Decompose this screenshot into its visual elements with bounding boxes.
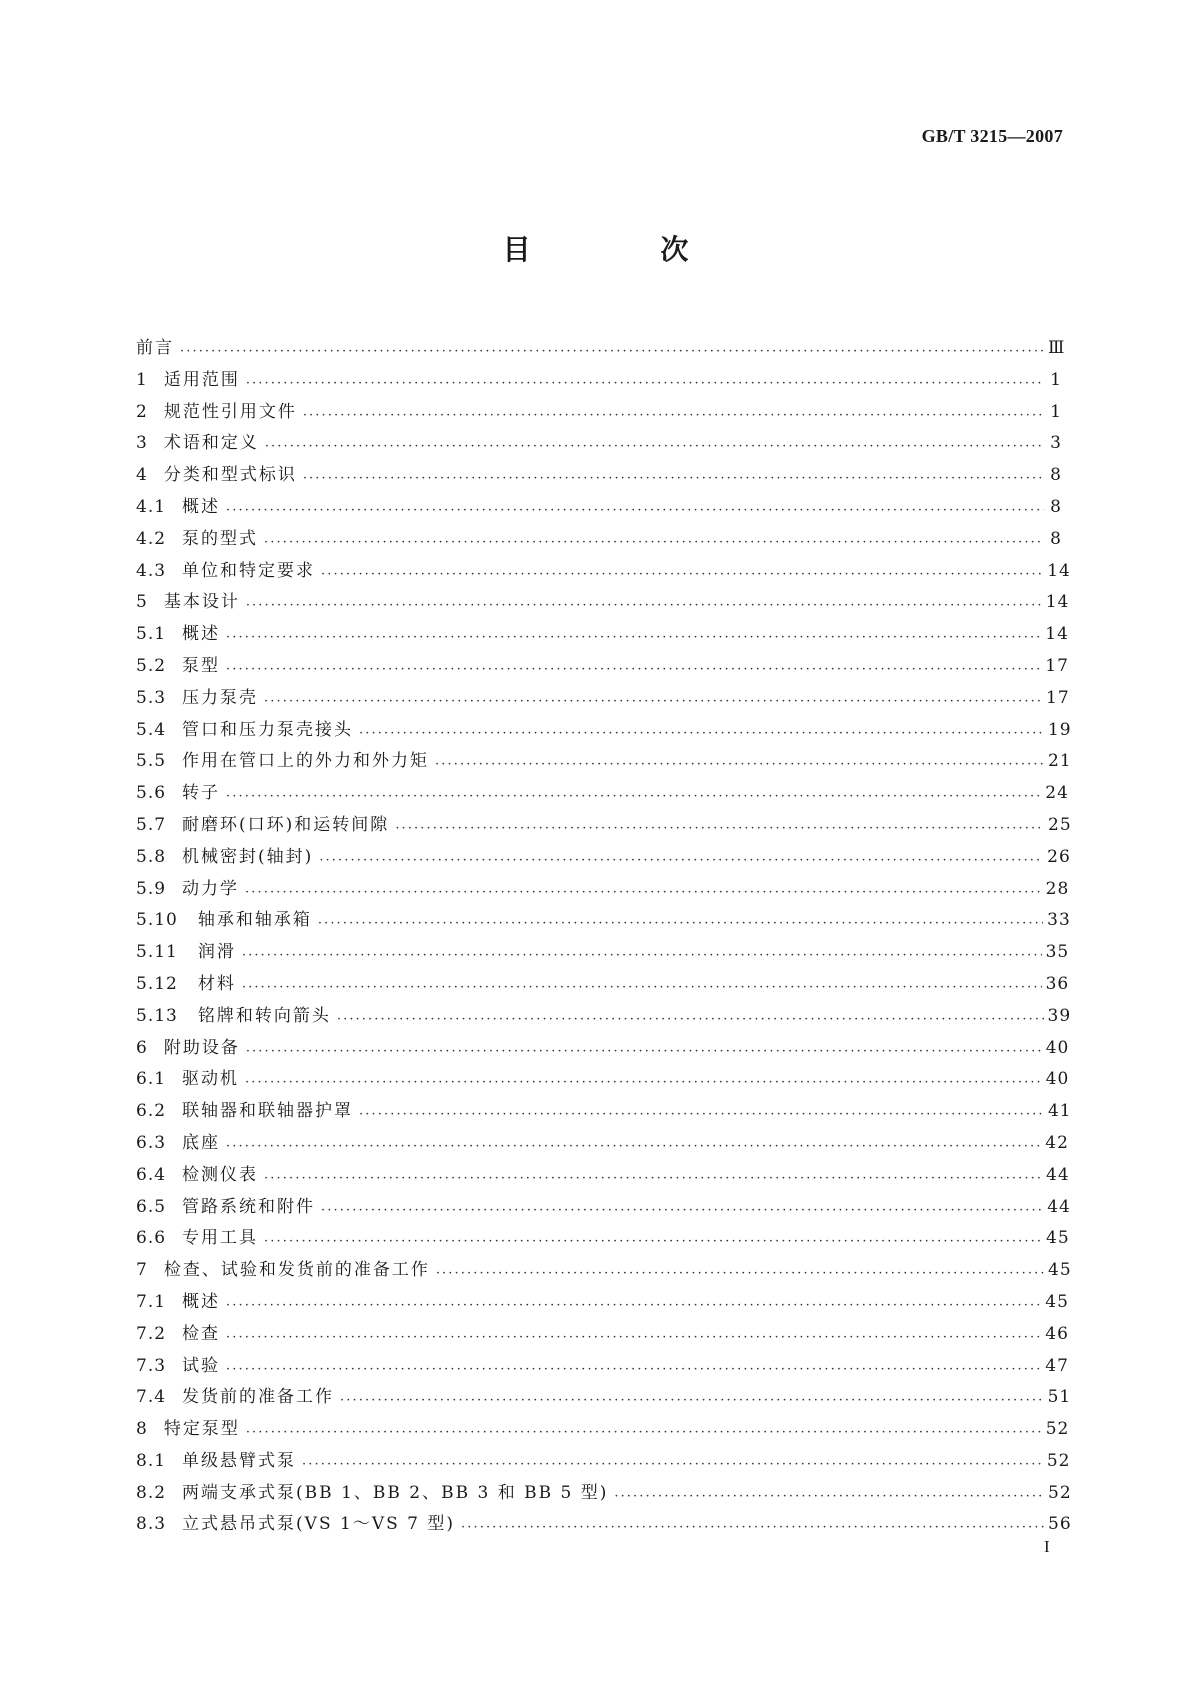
toc-entry-5-6[interactable] — [136, 778, 1069, 810]
toc-leader-dots — [264, 690, 1042, 710]
toc-entry-label: 单位和特定要求 — [182, 560, 316, 581]
toc-entry-number: 7.2 — [136, 1323, 167, 1344]
toc-entry-5-8[interactable] — [136, 842, 1071, 874]
toc-entry-label: 术语和定义 — [163, 433, 259, 454]
toc-entry-label: 单级悬臂式泵 — [182, 1450, 297, 1471]
toc-entry-8-3[interactable] — [136, 1509, 1072, 1541]
toc-entry-label: 铭牌和转向箭头 — [197, 1005, 331, 1026]
toc-entry-number: 5.7 — [136, 814, 167, 835]
toc-entry-label: 概述 — [182, 496, 221, 517]
toc-leader-dots — [340, 1389, 1044, 1409]
toc-entry-label: 机械密封(轴封) — [182, 846, 314, 867]
toc-entry-page: 52 — [1046, 1450, 1071, 1471]
toc-leader-dots — [264, 531, 1044, 551]
toc-entry-5-5[interactable] — [136, 746, 1072, 778]
toc-entry-5-1[interactable] — [136, 619, 1069, 651]
toc-entry-label: 适用范围 — [163, 369, 240, 390]
toc-entry-label: 检测仪表 — [182, 1164, 259, 1185]
toc-entry-number: 5 — [136, 592, 148, 613]
toc-entry-page: 1 — [1050, 401, 1062, 422]
toc-entry-label: 管路系统和附件 — [182, 1196, 316, 1217]
toc-entry-7[interactable] — [136, 1255, 1072, 1287]
toc-entry-label: 驱动机 — [182, 1069, 240, 1090]
toc-leader-dots — [246, 1040, 1042, 1060]
toc-entry-page: 8 — [1050, 465, 1062, 486]
toc-entry-2[interactable] — [136, 397, 1062, 429]
toc-leader-dots — [246, 1421, 1042, 1441]
toc-entry-label: 基本设计 — [163, 592, 240, 613]
toc-entry-label: 压力泵壳 — [182, 687, 259, 708]
toc-entry-label: 底座 — [182, 1132, 221, 1153]
toc-entry-label: 特定泵型 — [163, 1419, 240, 1440]
toc-entry-number: 6 — [136, 1037, 148, 1058]
toc-entry-label: 立式悬吊式泵(VS 1～VS 7 型) — [182, 1514, 456, 1535]
toc-entry-label: 试验 — [182, 1355, 221, 1376]
toc-entry-page: 17 — [1045, 655, 1069, 676]
toc-entry-number: 7.4 — [136, 1387, 167, 1408]
toc-entry-number: 8.3 — [136, 1514, 167, 1535]
toc-leader-dots — [461, 1516, 1044, 1536]
toc-entry-number: 7.3 — [136, 1355, 167, 1376]
toc-entry-page: 52 — [1045, 1419, 1070, 1440]
toc-entry-number: 5.6 — [136, 783, 167, 804]
toc-entry-label: 检查 — [182, 1323, 221, 1344]
toc-leader-dots — [303, 404, 1044, 424]
toc-entry-page: 35 — [1045, 942, 1070, 963]
toc-entry-page: 42 — [1045, 1132, 1069, 1153]
toc-entry-number: 5.1 — [136, 624, 167, 645]
toc-entry-number: 2 — [136, 401, 148, 422]
toc-entry-number: 8.1 — [136, 1450, 167, 1471]
toc-entry-page: 8 — [1050, 496, 1062, 517]
toc-entry-page: 45 — [1048, 1260, 1072, 1281]
toc-leader-dots — [359, 1103, 1044, 1123]
toc-entry-6[interactable] — [136, 1033, 1070, 1065]
toc-entry-page: Ⅲ — [1048, 338, 1066, 358]
toc-entry-6-6[interactable] — [136, 1223, 1070, 1255]
toc-leader-dots — [226, 1326, 1041, 1346]
toc-leader-dots — [180, 340, 1044, 360]
toc-entry-page: 8 — [1050, 528, 1062, 549]
toc-entry-page: 51 — [1047, 1387, 1072, 1408]
toc-entry-number: 7 — [136, 1260, 148, 1281]
toc-leader-dots — [359, 722, 1044, 742]
toc-entry-5[interactable] — [136, 587, 1070, 619]
toc-entry-number: 5.2 — [136, 655, 167, 676]
toc-entry-label: 作用在管口上的外力和外力矩 — [182, 751, 430, 772]
toc-leader-dots — [226, 658, 1041, 678]
toc-entry-6-5[interactable] — [136, 1192, 1071, 1224]
toc-entry-label: 润滑 — [197, 942, 236, 963]
toc-leader-dots — [245, 881, 1042, 901]
toc-entry-number: 6.3 — [136, 1132, 167, 1153]
toc-entry-page: 24 — [1045, 783, 1069, 804]
toc-entry-number: 3 — [136, 433, 148, 454]
toc-entry-page: 14 — [1047, 560, 1071, 581]
toc-entry-5-11[interactable] — [136, 937, 1070, 969]
toc-entry-page: 17 — [1046, 687, 1070, 708]
toc-entry-5-3[interactable] — [136, 683, 1070, 715]
toc-leader-dots — [614, 1485, 1044, 1505]
standard-number: GB/T 3215—2007 — [921, 126, 1063, 146]
toc-entry-number: 5.10 — [136, 910, 178, 931]
toc-entry-6-3[interactable] — [136, 1128, 1069, 1160]
toc-entry-label: 管口和压力泵壳接头 — [182, 719, 354, 740]
toc-entry-4[interactable] — [136, 460, 1062, 492]
toc-entry-5-4[interactable] — [136, 715, 1072, 747]
toc-entry-page: 40 — [1045, 1037, 1070, 1058]
toc-entry-label: 耐磨环(口环)和运转间隙 — [182, 814, 390, 835]
toc-entry-page: 25 — [1048, 814, 1072, 835]
toc-leader-dots — [318, 912, 1043, 932]
toc-entry-page: 46 — [1045, 1323, 1069, 1344]
toc-leader-dots — [226, 1135, 1041, 1155]
toc-entry-label: 专用工具 — [182, 1228, 259, 1249]
toc-entry-label: 动力学 — [182, 878, 240, 899]
toc-leader-dots — [246, 594, 1042, 614]
toc-entry-label: 检查、试验和发货前的准备工作 — [163, 1260, 430, 1281]
toc-entry-number: 5.4 — [136, 719, 167, 740]
toc-entry-number: 5.3 — [136, 687, 167, 708]
toc-entry-page: 39 — [1047, 1005, 1072, 1026]
toc-entry-page: 44 — [1046, 1164, 1070, 1185]
toc-entry-label: 泵型 — [182, 655, 221, 676]
toc-entry-page: 52 — [1048, 1482, 1072, 1503]
toc-entry-number: 6.6 — [136, 1228, 167, 1249]
toc-entry-label: 轴承和轴承箱 — [197, 910, 312, 931]
toc-entry-8[interactable] — [136, 1414, 1070, 1446]
toc-leader-dots — [242, 976, 1042, 996]
toc-leader-dots — [321, 563, 1043, 583]
toc-entry-7-1[interactable] — [136, 1287, 1069, 1319]
toc-entry-page: 28 — [1045, 878, 1070, 899]
toc-entry-8-2[interactable] — [136, 1478, 1072, 1510]
toc-entry-label: 概述 — [182, 1291, 221, 1312]
toc-leader-dots — [436, 1262, 1044, 1282]
toc-entry-3[interactable] — [136, 428, 1062, 460]
toc-entry-number: 8 — [136, 1419, 148, 1440]
toc-entry-6-4[interactable] — [136, 1160, 1070, 1192]
toc-entry-4-3[interactable] — [136, 556, 1071, 588]
toc-leader-dots — [226, 626, 1041, 646]
toc-entry-page: 45 — [1045, 1291, 1069, 1312]
toc-entry-5-13[interactable] — [136, 1001, 1072, 1033]
toc-entry-page: 14 — [1045, 592, 1070, 613]
toc-leader-dots — [321, 1199, 1043, 1219]
toc-entry-page: 33 — [1047, 910, 1071, 931]
toc-entry-5-2[interactable] — [136, 651, 1069, 683]
table-of-contents — [136, 333, 1072, 1541]
toc-leader-dots — [303, 467, 1044, 487]
toc-entry-label: 前言 — [136, 338, 174, 358]
toc-entry-number: 8.2 — [136, 1482, 167, 1503]
toc-entry-page: 21 — [1048, 751, 1072, 772]
toc-leader-dots — [226, 499, 1044, 519]
toc-leader-dots — [435, 753, 1044, 773]
toc-entry-number: 4 — [136, 465, 148, 486]
toc-entry-label: 泵的型式 — [182, 528, 259, 549]
toc-entry-page: 1 — [1050, 369, 1062, 390]
toc-entry-number: 5.13 — [136, 1005, 178, 1026]
toc-leader-dots — [265, 435, 1044, 455]
toc-leader-dots — [302, 1453, 1043, 1473]
toc-entry-number: 4.3 — [136, 560, 167, 581]
toc-entry-label: 规范性引用文件 — [163, 401, 297, 422]
toc-entry-label: 两端支承式泵(BB 1、BB 2、BB 3 和 BB 5 型) — [182, 1482, 609, 1503]
toc-entry-page: 3 — [1050, 433, 1062, 454]
toc-leader-dots — [319, 849, 1043, 869]
page-number: I — [1044, 1537, 1050, 1556]
toc-leader-dots — [226, 1294, 1041, 1314]
toc-leader-dots — [337, 1008, 1044, 1028]
toc-entry-number: 6.4 — [136, 1164, 167, 1185]
toc-entry-label: 附助设备 — [163, 1037, 240, 1058]
toc-entry-page: 44 — [1047, 1196, 1071, 1217]
toc-leader-dots — [395, 817, 1044, 837]
toc-leader-dots — [264, 1167, 1042, 1187]
toc-leader-dots — [226, 785, 1041, 805]
toc-entry-4-2[interactable] — [136, 524, 1062, 556]
toc-entry-number: 4.1 — [136, 496, 167, 517]
toc-entry-5-7[interactable] — [136, 810, 1072, 842]
toc-entry-page: 40 — [1045, 1069, 1070, 1090]
toc-entry-page: 56 — [1048, 1514, 1072, 1535]
toc-entry-page: 26 — [1047, 846, 1071, 867]
toc-entry-1[interactable] — [136, 365, 1062, 397]
toc-entry-7-3[interactable] — [136, 1351, 1069, 1383]
toc-entry-number: 6.5 — [136, 1196, 167, 1217]
toc-entry-number: 5.8 — [136, 846, 167, 867]
toc-entry-label: 转子 — [182, 783, 221, 804]
toc-entry-number: 7.1 — [136, 1291, 167, 1312]
toc-entry-6-1[interactable] — [136, 1064, 1070, 1096]
toc-entry-preface[interactable] — [136, 333, 1066, 365]
toc-entry-page: 47 — [1045, 1355, 1069, 1376]
toc-leader-dots — [242, 944, 1042, 964]
toc-entry-page: 41 — [1047, 1101, 1072, 1122]
toc-entry-4-1[interactable] — [136, 492, 1062, 524]
toc-entry-8-1[interactable] — [136, 1446, 1071, 1478]
toc-entry-number: 5.12 — [136, 973, 178, 994]
toc-title: 目 次 — [502, 233, 749, 266]
toc-leader-dots — [264, 1230, 1042, 1250]
toc-entry-7-2[interactable] — [136, 1319, 1069, 1351]
toc-entry-page: 36 — [1045, 973, 1070, 994]
toc-entry-number: 1 — [136, 369, 148, 390]
toc-entry-number: 5.9 — [136, 878, 167, 899]
toc-entry-5-12[interactable] — [136, 969, 1070, 1001]
toc-entry-7-4[interactable] — [136, 1382, 1072, 1414]
toc-entry-5-10[interactable] — [136, 905, 1071, 937]
toc-entry-6-2[interactable] — [136, 1096, 1072, 1128]
toc-entry-label: 发货前的准备工作 — [182, 1387, 335, 1408]
toc-entry-page: 45 — [1046, 1228, 1070, 1249]
toc-entry-5-9[interactable] — [136, 874, 1070, 906]
toc-entry-page: 14 — [1045, 624, 1069, 645]
toc-leader-dots — [245, 1071, 1042, 1091]
toc-entry-number: 5.11 — [136, 942, 178, 963]
toc-entry-number: 6.2 — [136, 1101, 167, 1122]
toc-leader-dots — [226, 1358, 1041, 1378]
toc-entry-label: 概述 — [182, 624, 221, 645]
toc-entry-page: 19 — [1047, 719, 1072, 740]
toc-entry-number: 5.5 — [136, 751, 167, 772]
toc-leader-dots — [246, 372, 1044, 392]
toc-entry-number: 4.2 — [136, 528, 167, 549]
toc-entry-label: 材料 — [197, 973, 236, 994]
toc-entry-label: 分类和型式标识 — [163, 465, 297, 486]
toc-entry-label: 联轴器和联轴器护罩 — [182, 1101, 354, 1122]
toc-entry-number: 6.1 — [136, 1069, 167, 1090]
